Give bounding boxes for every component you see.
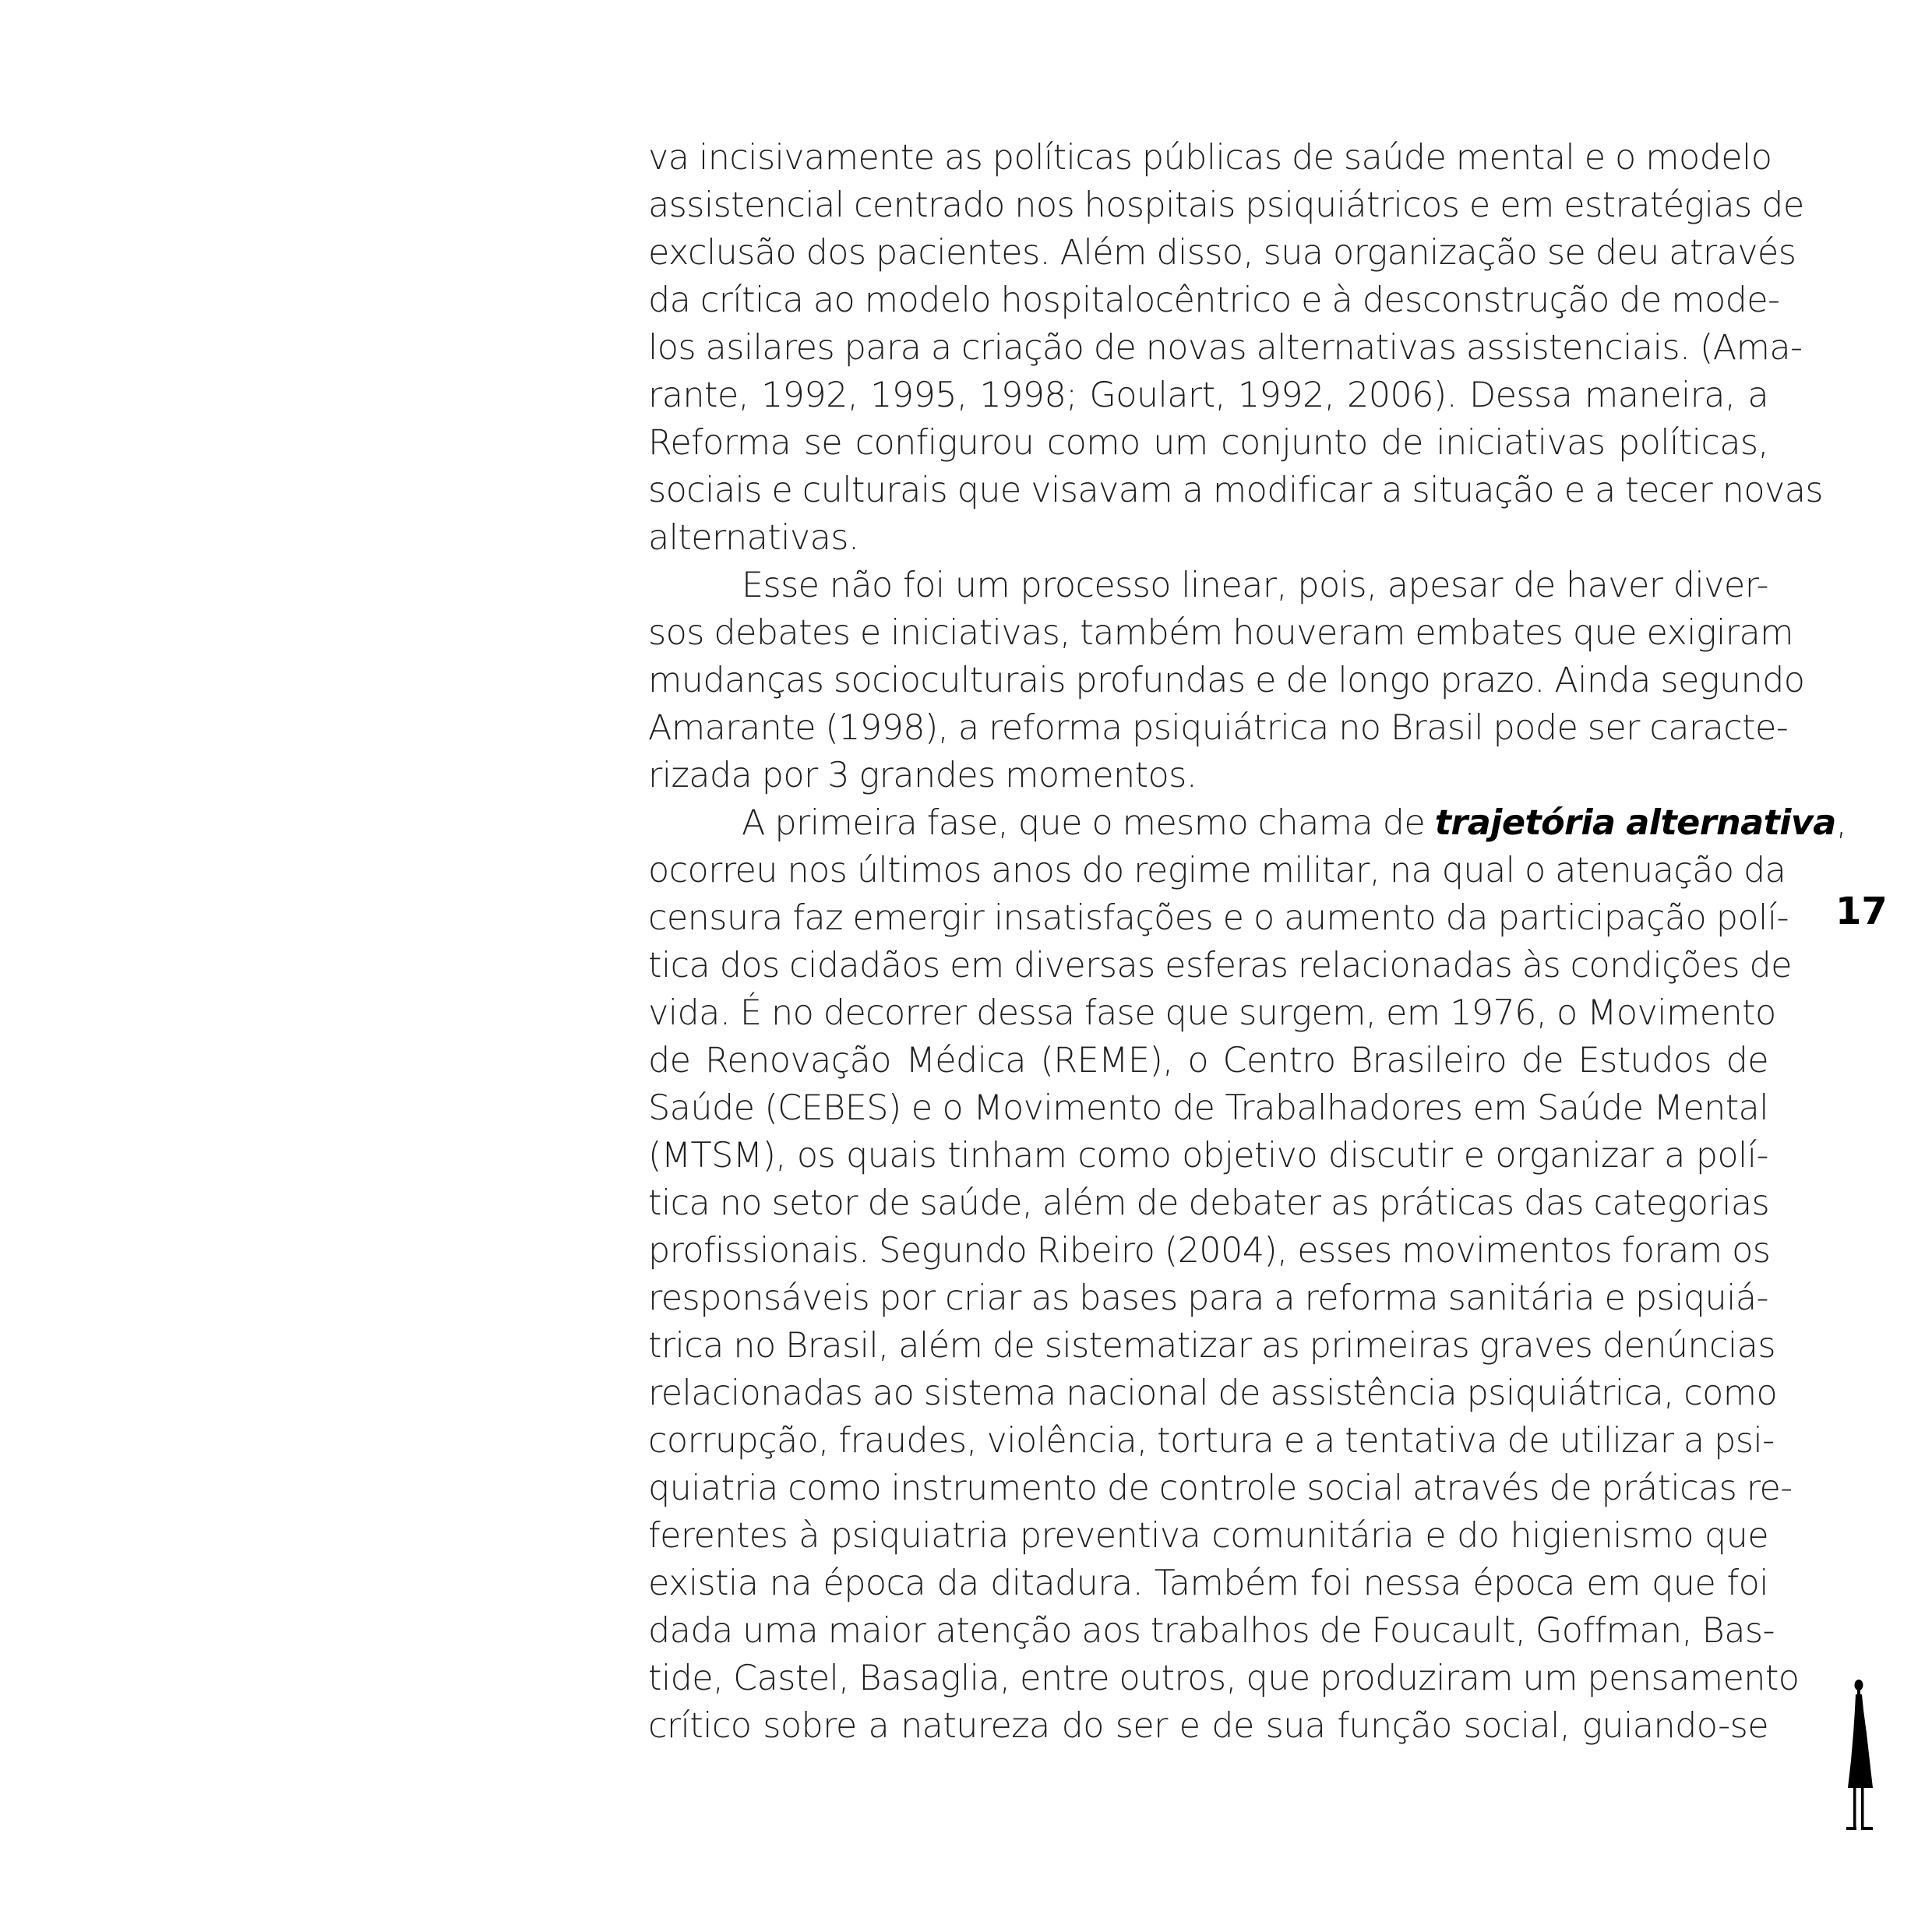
text-line: quiatria como instrumento de controle social através de práticas re- <box>648 1468 1793 1508</box>
text-line: (MTSM), os quais tinham como objetivo discutir e organizar a polí- <box>648 1136 1768 1176</box>
text-segment: , <box>1835 803 1847 843</box>
text-line: alternativas. <box>648 518 859 558</box>
text-line: trica no Brasil, além de sistematizar as primeiras graves denúncias <box>648 1326 1775 1366</box>
text-line: tide, Castel, Basaglia, entre outros, que produziram um pensamento <box>648 1659 1800 1698</box>
text-segment: A primeira fase, que o mesmo chama de <box>742 803 1435 843</box>
text-line: los asilares para a criação de novas alternativas assistenciais. (Ama- <box>648 328 1803 368</box>
text-line: responsáveis por criar as bases para a reforma sanitária e psiquiá- <box>648 1278 1768 1318</box>
text-line: existia na época da ditadura. Também foi nessa época em que foi <box>648 1564 1768 1603</box>
text-line: corrupção, fraudes, violência, tortura e a tentativa de utilizar a psi- <box>648 1421 1775 1461</box>
page-number: 17 <box>1835 890 1888 933</box>
text-line: rante, 1992, 1995, 1998; Goulart, 1992, 2006). Dessa maneira, a <box>648 375 1768 415</box>
text-line: mudanças socioculturais profundas e de longo prazo. Ainda segundo <box>648 661 1805 700</box>
text-line: exclusão dos pacientes. Além disso, sua organização se deu através <box>648 233 1796 273</box>
text-line: assistencial centrado nos hospitais psiquiátricos e em estratégias de <box>648 185 1804 225</box>
text-line: ferentes à psiquiatria preventiva comunitária e do higienismo que <box>648 1516 1768 1556</box>
standing-figure-icon <box>1832 1679 1879 1835</box>
text-line: dada uma maior atenção aos trabalhos de Foucault, Goffman, Bas- <box>648 1611 1775 1651</box>
text-line: censura faz emergir insatisfações e o aumento da participação polí- <box>648 898 1789 938</box>
text-line: da crítica ao modelo hospitalocêntrico e à desconstrução de mode- <box>648 280 1780 320</box>
text-line: rizada por 3 grandes momentos. <box>648 756 1197 795</box>
text-line: vida. É no decorrer dessa fase que surgem, em 1976, o Movimento <box>648 993 1776 1033</box>
body-text <box>648 134 1847 1750</box>
text-line: sociais e culturais que visavam a modificar a situação e a tecer novas <box>648 471 1823 510</box>
text-line: relacionadas ao sistema nacional de assistência psiquiátrica, como <box>648 1373 1778 1413</box>
text-line: ocorreu nos últimos anos do regime militar, na qual o atenuação da <box>648 851 1786 890</box>
text-line: tica dos cidadãos em diversas esferas relacionadas às condições de <box>648 946 1792 985</box>
text-line: profissionais. Segundo Ribeiro (2004), esses movimentos foram os <box>648 1231 1771 1271</box>
text-line: tica no setor de saúde, além de debater as práticas das categorias <box>648 1183 1770 1223</box>
text-line: crítico sobre a natureza do ser e de sua função social, guiando-se <box>648 1706 1768 1746</box>
text-line: Reforma se configurou como um conjunto de iniciativas políticas, <box>648 423 1768 463</box>
text-line: Esse não foi um processo linear, pois, apesar de haver diver- <box>742 566 1768 605</box>
text-line: de Renovação Médica (REME), o Centro Brasileiro de Estudos de <box>648 1041 1768 1081</box>
text-line: va incisivamente as políticas públicas de saúde mental e o modelo <box>648 138 1772 178</box>
text-line: Saúde (CEBES) e o Movimento de Trabalhadores em Saúde Mental <box>648 1088 1768 1128</box>
emphasized-term: trajetória alternativa <box>1434 803 1836 843</box>
text-line: sos debates e iniciativas, também houveram embates que exigiram <box>648 613 1793 653</box>
text-line <box>648 799 1847 847</box>
text-line: Amarante (1998), a reforma psiquiátrica no Brasil pode ser caracte- <box>648 708 1789 748</box>
